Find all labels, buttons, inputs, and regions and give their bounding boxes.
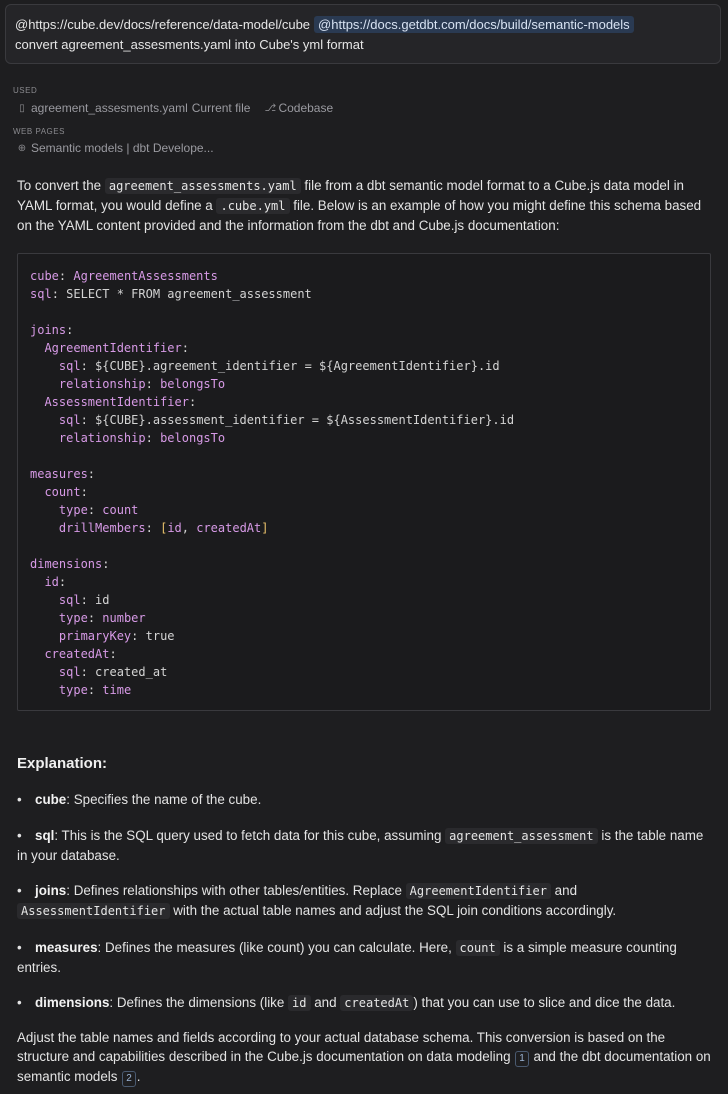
code-line: AgreementIdentifier:: [44, 341, 189, 355]
code-line: joins:: [30, 323, 74, 337]
closing-paragraph: Adjust the table names and fields according to your actual database schema. This conversion is based on the structure and capabilities described in the Cube.js documentation on data modeling 1 and the dbt documentation on semantic models 2 .: [17, 1028, 711, 1087]
prompt-input[interactable]: [5, 4, 721, 64]
context-web-item[interactable]: Semantic models | dbt Develope...: [31, 141, 214, 155]
code-line: relationship: belongsTo: [58, 377, 226, 391]
mention-cube-docs[interactable]: @https://cube.dev/docs/reference/data-model/cube: [15, 17, 311, 32]
code-line: dimensions:: [30, 557, 110, 571]
code-line: type: time: [58, 683, 132, 697]
list-item: • dimensions: Defines the dimensions (like id and createdAt ) that you can use to slice and dice the data.: [17, 995, 676, 1010]
code-line: sql: ${CUBE}.assessment_identifier = ${AssessmentIdentifier}.id: [58, 413, 515, 427]
code-line: [30, 303, 698, 321]
list-item: • cube: Specifies the name of the cube.: [17, 792, 262, 807]
code-line: sql: created_at: [58, 665, 168, 679]
context-web-row[interactable]: [17, 141, 214, 155]
branch-icon: ⎇: [264, 102, 276, 114]
list-item: • joins: Defines relationships with other tables/entities. Replace AgreementIdentifier and AssessmentIdentifier with the actual table names and adjust the SQL join conditions accordingly.: [17, 883, 617, 918]
context-file[interactable]: agreement_assesments.yaml: [31, 101, 188, 115]
mention-dbt-docs[interactable]: @https://docs.getdbt.com/docs/build/semantic-models: [314, 16, 634, 33]
code-line: [30, 447, 698, 465]
code-line: id:: [44, 575, 67, 589]
code-line: count:: [44, 485, 88, 499]
code-line: sql: SELECT * FROM agreement_assessment: [30, 287, 312, 301]
context-used-row: [17, 101, 333, 115]
code-line: type: count: [58, 503, 139, 517]
globe-icon: ⊕: [17, 142, 27, 154]
context-codebase[interactable]: Codebase: [278, 101, 334, 115]
explanation-title: Explanation:: [17, 755, 108, 772]
code-line: sql: ${CUBE}.agreement_identifier = ${AgreementIdentifier}.id: [58, 359, 500, 373]
code-line: sql: id: [58, 593, 110, 607]
list-item: • sql: This is the SQL query used to fetch data for this cube, assuming agreement_assessment is the table name in your database.: [17, 828, 704, 863]
code-line: type: number: [58, 611, 146, 625]
used-label: USED: [13, 86, 38, 95]
code-line: cube: AgreementAssessments: [30, 269, 218, 283]
code-line: primaryKey: true: [58, 629, 175, 643]
code-line: relationship: belongsTo: [58, 431, 226, 445]
inline-code: .cube.yml: [216, 198, 289, 214]
citation-link[interactable]: 1: [515, 1051, 529, 1067]
inline-code: agreement_assessments.yaml: [105, 178, 301, 194]
citation-link[interactable]: 2: [122, 1071, 136, 1087]
answer-intro: To convert the agreement_assessments.yaml file from a dbt semantic model format to a Cube.js data model in YAML format, you would define a .cube.yml file. Below is an example of how you might define this schema based on the YAML content provided and the information from the dbt and Cube.js documentation:: [17, 178, 702, 233]
code-line: drillMembers: [id, createdAt]: [58, 521, 269, 535]
context-file-tag: Current file: [191, 101, 251, 115]
code-block[interactable]: [17, 253, 711, 711]
code-line: measures:: [30, 467, 96, 481]
code-line: AssessmentIdentifier:: [44, 395, 197, 409]
file-icon: ▯: [19, 102, 25, 114]
code-line: createdAt:: [44, 647, 117, 661]
web-pages-label: WEB PAGES: [13, 127, 65, 136]
prompt-text: convert agreement_assesments.yaml into Cube's yml format: [15, 37, 364, 52]
code-line: [30, 537, 698, 555]
list-item: • measures: Defines the measures (like count) you can calculate. Here, count is a simple measure counting entries.: [17, 940, 677, 975]
